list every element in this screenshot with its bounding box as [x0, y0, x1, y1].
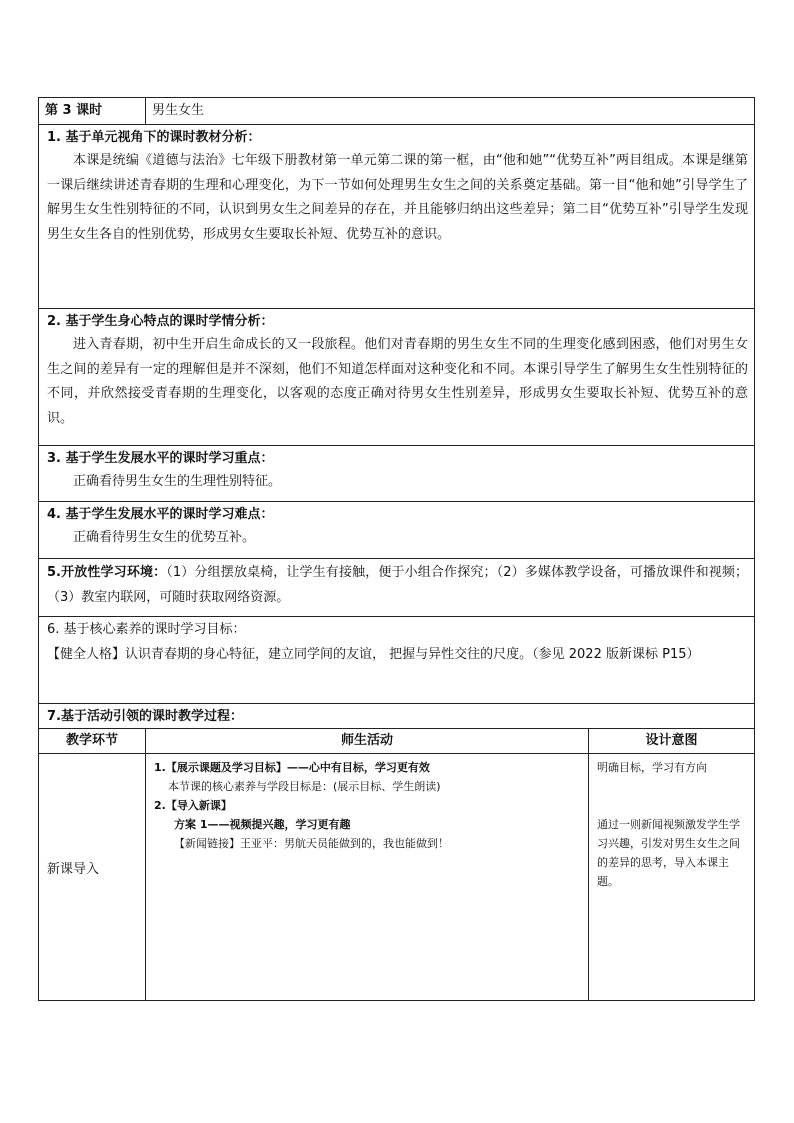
intent-cell — [589, 754, 755, 1001]
section-title: 3. 基于学生发展水平的课时学习重点： — [47, 451, 274, 466]
section-title: 1. 基于单元视角下的课时教材分析： — [47, 130, 261, 145]
section-textbook-analysis — [39, 125, 755, 309]
section-learner-analysis — [39, 309, 755, 446]
section-difficult-point — [39, 502, 755, 559]
col-header-stage: 教学环节 — [39, 729, 146, 754]
lesson-plan-sheet — [38, 97, 754, 1001]
col-header-activity: 师生活动 — [146, 729, 589, 754]
activity-news-link: 【新闻链接】王亚平：男航天员能做到的，我也能做到！ — [174, 837, 449, 850]
section-title: 6. 基于核心素养的课时学习目标： — [47, 622, 246, 637]
activity-item-2-title: 2.【导入新课】 — [154, 799, 232, 812]
process-header-row — [39, 729, 755, 754]
lesson-header-row — [39, 98, 755, 125]
section-title: 4. 基于学生发展水平的课时学习难点： — [47, 507, 274, 522]
section-body: 进入青春期，初中生开启生命成长的又一段旅程。他们对青春期的男生女生不同的生理变化感到困惑，他们对男生女生之间的差异有一定的理解但是并不深刻，他们不知道怎样面对这种变化和不同。本课引导学生了解男生女生性别特征的不同，并欣然接受青春期的生理变化，以客观的态度正确对待男女生性别差异，形成男女生要取长补短、优势互补的意识。 — [47, 337, 749, 426]
section-title: 2. 基于学生身心特点的课时学情分析： — [47, 314, 274, 329]
lesson-title: 男生女生 — [146, 98, 755, 125]
stage-name: 新课导入 — [39, 754, 146, 1001]
intent-line-1: 明确目标，学习有方向 — [597, 761, 707, 774]
activity-item-1-title: 1.【展示课题及学习目标】——心中有目标，学习更有效 — [154, 761, 430, 774]
col-header-intent: 设计意图 — [589, 729, 755, 754]
section-body: 正确看待男生女生的优势互补。 — [73, 530, 256, 545]
section-title: 5.开放性学习环境： — [47, 565, 167, 580]
section-key-point — [39, 446, 755, 502]
activity-plan-1-title: 方案 1——视频提兴趣，学习更有趣 — [174, 818, 351, 831]
section-body: 本课是统编《道德与法治》七年级下册教材第一单元第二课的第一框，由“他和她”“优势互补”两目组成。本课是继第一课后继续讲述青春期的生理和心理变化，为下一节如何处理男生女生之间的关系奠定基础。第一目“他和她”引导学生了解男生女生性别特征的不同，认识到男女生之间差异的存在，并且能够归纳出这些差异；第二目“优势互补”引导学生发现男生女生各自的性别优势，形成男女生要取长补短、优势互补的意识。 — [47, 153, 749, 242]
section-teaching-process — [39, 704, 755, 729]
activity-item-1-desc: 本节课的核心素养与学段目标是：(展示目标、学生朗读) — [168, 780, 441, 793]
section-learning-objectives — [39, 617, 755, 704]
section-body-with-title — [39, 559, 754, 612]
activity-cell — [146, 754, 589, 1001]
intent-spacer — [597, 777, 748, 815]
lesson-plan-table — [38, 97, 755, 1001]
process-row — [39, 754, 755, 1001]
section-learning-environment — [39, 559, 755, 617]
intent-line-2: 通过一则新闻视频激发学生学习兴趣，引发对男生女生之间的差异的思考，导入本课主题。 — [597, 818, 740, 888]
lesson-number: 第 3 课时 — [39, 98, 146, 125]
section-body: 【健全人格】认识青春期的身心特征，建立同学间的友谊， 把握与异性交往的尺度。（参见 2022 版新课标 P15） — [47, 647, 700, 662]
section-body: （1）分组摆放桌椅，让学生有接触，便于小组合作探究；（2）多媒体教学设备，可播放课件和视频；（3）教室内联网，可随时获取网络资源。 — [47, 565, 749, 605]
section-body: 正确看待男生女生的生理性别特征。 — [73, 474, 282, 489]
section-title: 7.基于活动引领的课时教学过程： — [47, 709, 243, 724]
